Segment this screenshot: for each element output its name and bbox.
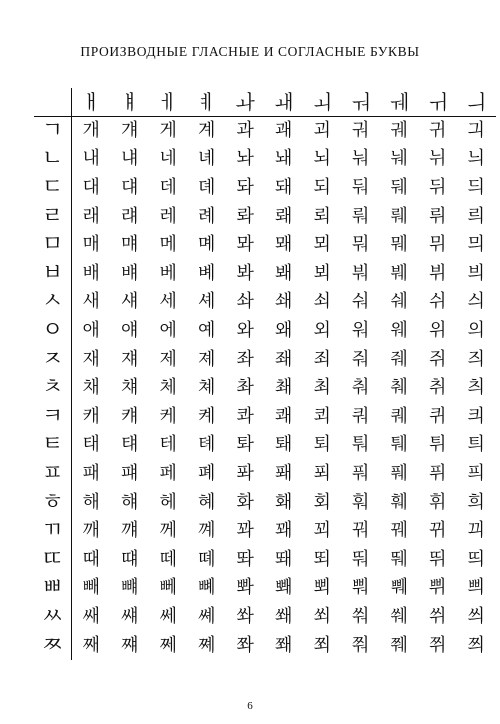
syllable-cell: 볘 bbox=[198, 262, 216, 284]
syllable-cell: 붸 bbox=[390, 262, 408, 284]
syllable-cell: 째 bbox=[82, 634, 100, 656]
syllable-cell: 챼 bbox=[121, 377, 139, 399]
consonant-header: ㄱ bbox=[34, 117, 72, 146]
syllable-cell: 븨 bbox=[467, 262, 485, 284]
syllable-cell: 놰 bbox=[275, 148, 293, 170]
consonant-header: ㅌ bbox=[34, 431, 72, 460]
consonant-header: ㄷ bbox=[34, 174, 72, 203]
syllable-cell: 퇘 bbox=[275, 434, 293, 456]
syllable-cell: 위 bbox=[429, 320, 447, 342]
syllable-cell: 애 bbox=[82, 320, 100, 342]
syllable-cell: 쾨 bbox=[313, 405, 331, 427]
syllable-cell: 틔 bbox=[467, 434, 485, 456]
syllable-cell: 뒤 bbox=[429, 177, 447, 199]
consonant-header: ㅋ bbox=[34, 403, 72, 432]
syllable-cell: 릐 bbox=[467, 205, 485, 227]
vowel-header: ㅟ bbox=[419, 88, 458, 117]
syllable-cell: 레 bbox=[159, 205, 177, 227]
vowel-header: ㅖ bbox=[188, 88, 227, 117]
syllable-cell: 뫼 bbox=[313, 234, 331, 256]
syllable-cell: 쿼 bbox=[352, 405, 370, 427]
syllable-cell: 롸 bbox=[236, 205, 254, 227]
syllable-cell: 뎨 bbox=[198, 177, 216, 199]
syllable-cell: 냬 bbox=[121, 148, 139, 170]
syllable-cell: 솨 bbox=[236, 291, 254, 313]
syllable-cell: 퉤 bbox=[390, 434, 408, 456]
syllable-cell: 톼 bbox=[236, 434, 254, 456]
syllable-cell: 췌 bbox=[390, 377, 408, 399]
syllable-cell: 훠 bbox=[352, 491, 370, 513]
syllable-cell: 쮜 bbox=[429, 634, 447, 656]
syllable-cell: 뀌 bbox=[429, 520, 447, 542]
syllable-cell: 뭐 bbox=[352, 234, 370, 256]
syllable-cell: 뺴 bbox=[121, 577, 139, 599]
syllable-cell: 뿨 bbox=[352, 577, 370, 599]
syllable-cell: 셰 bbox=[198, 291, 216, 313]
consonant-header: ㅉ bbox=[34, 631, 72, 660]
syllable-cell: 뵈 bbox=[313, 262, 331, 284]
syllable-cell: 뭬 bbox=[390, 234, 408, 256]
syllable-cell: 봐 bbox=[236, 262, 254, 284]
syllable-cell: 외 bbox=[313, 320, 331, 342]
consonant-header: ㅃ bbox=[34, 574, 72, 603]
syllable-cell: 의 bbox=[467, 320, 485, 342]
syllable-cell: 때 bbox=[82, 548, 100, 570]
syllable-cell: 쪠 bbox=[198, 634, 216, 656]
syllable-cell: 뛰 bbox=[429, 548, 447, 570]
syllable-cell: 즤 bbox=[467, 348, 485, 370]
consonant-header: ㅎ bbox=[34, 488, 72, 517]
syllable-cell: 개 bbox=[82, 119, 100, 141]
vowel-header: ㅒ bbox=[111, 88, 150, 117]
syllable-cell: 쎄 bbox=[159, 605, 177, 627]
syllable-cell: 싀 bbox=[467, 291, 485, 313]
syllable-cell: 괴 bbox=[313, 119, 331, 141]
syllable-cell: 돠 bbox=[236, 177, 254, 199]
syllable-cell: 께 bbox=[159, 520, 177, 542]
syllable-cell: 래 bbox=[82, 205, 100, 227]
syllable-cell: 몌 bbox=[198, 234, 216, 256]
syllable-cell: 뫄 bbox=[236, 234, 254, 256]
syllable-cell: 퓌 bbox=[429, 463, 447, 485]
syllable-cell: 예 bbox=[198, 320, 216, 342]
syllable-cell: 춰 bbox=[352, 377, 370, 399]
syllable-cell: 쫴 bbox=[275, 634, 293, 656]
syllable-cell: 례 bbox=[198, 205, 216, 227]
syllable-cell: 테 bbox=[159, 434, 177, 456]
syllable-cell: 놔 bbox=[236, 148, 254, 170]
syllable-cell: 희 bbox=[467, 491, 485, 513]
syllable-cell: 체 bbox=[159, 377, 177, 399]
syllable-cell: 럐 bbox=[121, 205, 139, 227]
syllable-cell: 뷔 bbox=[429, 262, 447, 284]
syllable-cell: 꽤 bbox=[275, 520, 293, 542]
syllable-cell: 얘 bbox=[121, 320, 139, 342]
vowel-header: ㅘ bbox=[226, 88, 265, 117]
syllable-cell: 왜 bbox=[275, 320, 293, 342]
syllable-cell: 되 bbox=[313, 177, 331, 199]
consonant-header: ㅈ bbox=[34, 345, 72, 374]
syllable-cell: 꾀 bbox=[313, 520, 331, 542]
syllable-cell: 쒸 bbox=[429, 605, 447, 627]
page-number: 6 bbox=[247, 700, 253, 712]
syllable-cell: 똬 bbox=[236, 548, 254, 570]
syllable-cell: 뢔 bbox=[275, 205, 293, 227]
syllable-cell: 믜 bbox=[467, 234, 485, 256]
syllable-cell: 해 bbox=[82, 491, 100, 513]
syllable-cell: 과 bbox=[236, 119, 254, 141]
syllable-cell: 띄 bbox=[467, 548, 485, 570]
syllable-cell: 눼 bbox=[390, 148, 408, 170]
syllable-cell: 헤 bbox=[159, 491, 177, 513]
consonant-header: ㅇ bbox=[34, 317, 72, 346]
syllable-cell: 쬐 bbox=[313, 634, 331, 656]
syllable-cell: 뾔 bbox=[313, 577, 331, 599]
syllable-cell: 숴 bbox=[352, 291, 370, 313]
syllable-cell: 줴 bbox=[390, 348, 408, 370]
syllable-cell: 새 bbox=[82, 291, 100, 313]
syllable-cell: 귀 bbox=[429, 119, 447, 141]
syllable-cell: 쫘 bbox=[236, 634, 254, 656]
syllable-cell: 쥐 bbox=[429, 348, 447, 370]
syllable-cell: 홰 bbox=[275, 491, 293, 513]
consonant-header: ㅂ bbox=[34, 260, 72, 289]
syllable-cell: 눠 bbox=[352, 148, 370, 170]
syllable-cell: 퉈 bbox=[352, 434, 370, 456]
syllable-cell: 재 bbox=[82, 348, 100, 370]
syllable-cell: 뤼 bbox=[429, 205, 447, 227]
syllable-cell: 퀴 bbox=[429, 405, 447, 427]
syllable-cell: 뙤 bbox=[313, 548, 331, 570]
syllable-cell: 케 bbox=[159, 405, 177, 427]
syllable-cell: 씌 bbox=[467, 605, 485, 627]
syllable-cell: 녜 bbox=[198, 148, 216, 170]
syllable-cell: 계 bbox=[198, 119, 216, 141]
syllable-cell: 퇴 bbox=[313, 434, 331, 456]
syllable-cell: 뼤 bbox=[198, 577, 216, 599]
syllable-cell: 태 bbox=[82, 434, 100, 456]
syllable-cell: 제 bbox=[159, 348, 177, 370]
syllable-cell: 뤄 bbox=[352, 205, 370, 227]
syllable-cell: 폐 bbox=[198, 463, 216, 485]
syllable-cell: 쾌 bbox=[275, 405, 293, 427]
syllable-cell: 튀 bbox=[429, 434, 447, 456]
vowel-header: ㅢ bbox=[457, 88, 496, 117]
consonant-header: ㅊ bbox=[34, 374, 72, 403]
syllable-cell: 뻬 bbox=[159, 577, 177, 599]
syllable-cell: 뇌 bbox=[313, 148, 331, 170]
syllable-cell: 쉐 bbox=[390, 291, 408, 313]
syllable-cell: 듸 bbox=[467, 177, 485, 199]
syllable-cell: 취 bbox=[429, 377, 447, 399]
syllable-cell: 매 bbox=[82, 234, 100, 256]
syllable-cell: 돼 bbox=[275, 177, 293, 199]
syllable-cell: 촤 bbox=[236, 377, 254, 399]
syllable-cell: 좨 bbox=[275, 348, 293, 370]
syllable-cell: 워 bbox=[352, 320, 370, 342]
syllable-cell: 줘 bbox=[352, 348, 370, 370]
syllable-cell: 좌 bbox=[236, 348, 254, 370]
syllable-cell: 퐤 bbox=[275, 463, 293, 485]
syllable-cell: 뉘 bbox=[429, 148, 447, 170]
syllable-cell: 퍠 bbox=[121, 463, 139, 485]
syllable-cell: 풔 bbox=[352, 463, 370, 485]
vowel-header: ㅐ bbox=[72, 88, 111, 117]
syllable-cell: 컈 bbox=[121, 405, 139, 427]
syllable-cell: 네 bbox=[159, 148, 177, 170]
syllable-cell: 캐 bbox=[82, 405, 100, 427]
syllable-cell: 킈 bbox=[467, 405, 485, 427]
syllable-cell: 턔 bbox=[121, 434, 139, 456]
vowel-header: ㅝ bbox=[342, 88, 381, 117]
syllable-cell: 푀 bbox=[313, 463, 331, 485]
syllable-cell: 와 bbox=[236, 320, 254, 342]
syllable-cell: 픠 bbox=[467, 463, 485, 485]
syllable-cell: 쟤 bbox=[121, 348, 139, 370]
syllable-cell: 섀 bbox=[121, 291, 139, 313]
syllable-cell: 배 bbox=[82, 262, 100, 284]
syllable-cell: 패 bbox=[82, 463, 100, 485]
syllable-cell: 봬 bbox=[275, 262, 293, 284]
syllable-cell: 채 bbox=[82, 377, 100, 399]
syllable-cell: 혜 bbox=[198, 491, 216, 513]
syllable-cell: 뱨 bbox=[121, 262, 139, 284]
syllable-cell: 뗴 bbox=[198, 548, 216, 570]
syllable-cell: 쵀 bbox=[275, 377, 293, 399]
syllable-cell: 쏴 bbox=[236, 605, 254, 627]
syllable-cell: 세 bbox=[159, 291, 177, 313]
syllable-cell: 쌔 bbox=[82, 605, 100, 627]
page-title: ПРОИЗВОДНЫЕ ГЛАСНЫЕ И СОГЛАСНЫЕ БУКВЫ bbox=[80, 44, 420, 59]
syllable-cell: 걔 bbox=[121, 119, 139, 141]
syllable-cell: 뛔 bbox=[390, 548, 408, 570]
syllable-cell: 퐈 bbox=[236, 463, 254, 485]
syllable-cell: 떄 bbox=[121, 548, 139, 570]
syllable-cell: 쩨 bbox=[159, 634, 177, 656]
syllable-cell: 뽜 bbox=[236, 577, 254, 599]
syllable-cell: 뽸 bbox=[275, 577, 293, 599]
syllable-cell: 쐬 bbox=[313, 605, 331, 627]
syllable-cell: 끠 bbox=[467, 520, 485, 542]
syllable-cell: 괘 bbox=[275, 119, 293, 141]
syllable-cell: 에 bbox=[159, 320, 177, 342]
syllable-cell: 먜 bbox=[121, 234, 139, 256]
syllable-cell: 댸 bbox=[121, 177, 139, 199]
syllable-cell: 웨 bbox=[390, 320, 408, 342]
syllable-cell: 퀘 bbox=[390, 405, 408, 427]
consonant-header: ㄲ bbox=[34, 517, 72, 546]
syllable-cell: 대 bbox=[82, 177, 100, 199]
syllable-cell: 쐐 bbox=[275, 605, 293, 627]
syllable-cell: 데 bbox=[159, 177, 177, 199]
syllable-cell: 뫠 bbox=[275, 234, 293, 256]
syllable-cell: 쭤 bbox=[352, 634, 370, 656]
syllable-cell: 쀠 bbox=[429, 577, 447, 599]
syllable-cell: 뒈 bbox=[390, 177, 408, 199]
vowel-header: ㅔ bbox=[149, 88, 188, 117]
consonant-header: ㄸ bbox=[34, 546, 72, 575]
syllable-cell: 톄 bbox=[198, 434, 216, 456]
syllable-cell: 게 bbox=[159, 119, 177, 141]
syllable-cell: 꽈 bbox=[236, 520, 254, 542]
syllable-cell: 쉬 bbox=[429, 291, 447, 313]
syllable-cell: 꿰 bbox=[390, 520, 408, 542]
syllable-cell: 꺠 bbox=[121, 520, 139, 542]
syllable-cell: 쯰 bbox=[467, 634, 485, 656]
syllable-cell: 쮀 bbox=[390, 634, 408, 656]
table-corner bbox=[34, 88, 72, 117]
syllable-cell: 페 bbox=[159, 463, 177, 485]
syllable-cell: 콰 bbox=[236, 405, 254, 427]
syllable-cell: 메 bbox=[159, 234, 177, 256]
syllable-cell: 쒜 bbox=[390, 605, 408, 627]
syllable-cell: 깨 bbox=[82, 520, 100, 542]
syllable-cell: 내 bbox=[82, 148, 100, 170]
vowel-header: ㅞ bbox=[380, 88, 419, 117]
consonant-header: ㄹ bbox=[34, 202, 72, 231]
syllable-cell: 풰 bbox=[390, 463, 408, 485]
syllable-cell: 붜 bbox=[352, 262, 370, 284]
syllable-cell: 꼐 bbox=[198, 520, 216, 542]
syllable-cell: 최 bbox=[313, 377, 331, 399]
syllable-cell: 죄 bbox=[313, 348, 331, 370]
syllable-cell: 쎼 bbox=[198, 605, 216, 627]
syllable-cell: 켸 bbox=[198, 405, 216, 427]
syllable-cell: 둬 bbox=[352, 177, 370, 199]
syllable-cell: 뤠 bbox=[390, 205, 408, 227]
syllable-cell: 뙈 bbox=[275, 548, 293, 570]
syllable-cell: 쇠 bbox=[313, 291, 331, 313]
consonant-header: ㅆ bbox=[34, 603, 72, 632]
vowel-header: ㅙ bbox=[265, 88, 304, 117]
syllable-cell: 츼 bbox=[467, 377, 485, 399]
syllable-table bbox=[34, 88, 496, 660]
consonant-header: ㅅ bbox=[34, 288, 72, 317]
syllable-cell: 궤 bbox=[390, 119, 408, 141]
syllable-cell: 쒀 bbox=[352, 605, 370, 627]
syllable-cell: 빼 bbox=[82, 577, 100, 599]
syllable-cell: 쇄 bbox=[275, 291, 293, 313]
consonant-header: ㄴ bbox=[34, 145, 72, 174]
syllable-cell: 뢰 bbox=[313, 205, 331, 227]
vowel-header: ㅚ bbox=[303, 88, 342, 117]
syllable-cell: 쳬 bbox=[198, 377, 216, 399]
syllable-cell: 궈 bbox=[352, 119, 370, 141]
syllable-cell: 쨰 bbox=[121, 634, 139, 656]
syllable-cell: 썌 bbox=[121, 605, 139, 627]
syllable-cell: 회 bbox=[313, 491, 331, 513]
syllable-cell: 휘 bbox=[429, 491, 447, 513]
syllable-cell: 햬 bbox=[121, 491, 139, 513]
syllable-cell: 늬 bbox=[467, 148, 485, 170]
syllable-cell: 쁴 bbox=[467, 577, 485, 599]
consonant-header: ㅁ bbox=[34, 231, 72, 260]
syllable-cell: 베 bbox=[159, 262, 177, 284]
syllable-cell: 화 bbox=[236, 491, 254, 513]
syllable-cell: 졔 bbox=[198, 348, 216, 370]
syllable-cell: 뮈 bbox=[429, 234, 447, 256]
syllable-cell: 떼 bbox=[159, 548, 177, 570]
syllable-cell: 긔 bbox=[467, 119, 485, 141]
syllable-cell: 쀄 bbox=[390, 577, 408, 599]
consonant-header: ㅍ bbox=[34, 460, 72, 489]
syllable-cell: 뚸 bbox=[352, 548, 370, 570]
syllable-cell: 꿔 bbox=[352, 520, 370, 542]
syllable-cell: 훼 bbox=[390, 491, 408, 513]
